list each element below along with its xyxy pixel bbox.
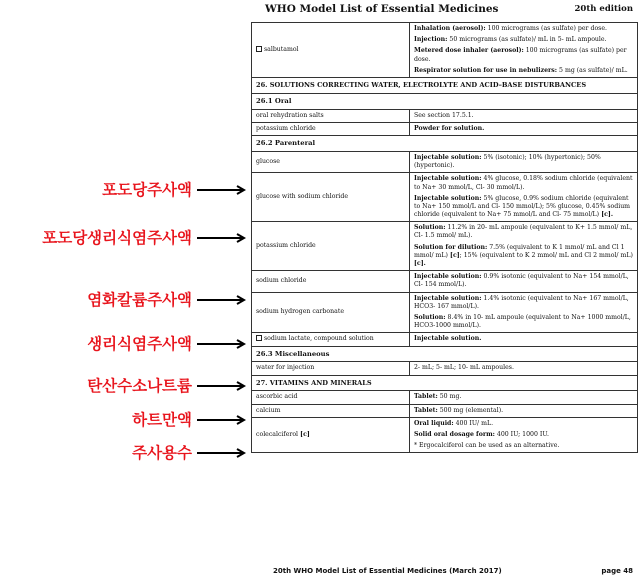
table-row <box>252 333 638 346</box>
arrow-right-icon <box>197 339 249 349</box>
table-row <box>252 173 638 222</box>
arrow-right-icon <box>197 415 249 425</box>
table-row <box>252 292 638 333</box>
medicine-name-cell: oral rehydration salts <box>252 109 410 122</box>
dosage-form-cell: Powder for solution. <box>410 122 638 135</box>
subsection-heading: 26.2 Parenteral <box>252 135 638 151</box>
dosage-form-cell: Injectable solution: 4% glucose, 0.18% sodium chloride (equivalent to Na+ 30 mmol/L, Cl- 30 mmol/L). Injectable solution: 5% glucose, 0.9% sodium chloride (equivalent to Na+ 150 mmol/L and Cl- 150 mmol/L); 5% glucose, 0.45% sodium chloride (equivalent to Na+ 75 mmol/L and Cl- 75 mmol/L) [c]. <box>410 173 638 222</box>
page-number: page 48 <box>601 567 633 575</box>
dosage-form-cell: Injectable solution: 1.4% isotonic (equivalent to Na+ 167 mmol/L, HCO3- 167 mmol/L). Solution: 8.4% in 10- mL ampoule (equivalent to Na+ 1000 mmol/L, HCO3-1000 mmol/L). <box>410 292 638 333</box>
medicine-name-cell: glucose <box>252 151 410 172</box>
dosage-form-cell: Injectable solution: 0.9% isotonic (equivalent to Na+ 154 mmol/L, Cl- 154 mmol/L). <box>410 271 638 292</box>
annotation-glucose-sodium-chloride: 포도당생리식염주사액 <box>42 229 192 247</box>
medicine-name-cell: sodium chloride <box>252 271 410 292</box>
dosage-form-cell: Injectable solution: 5% (isotonic); 10% (hypertonic); 50% (hypertonic). <box>410 151 638 172</box>
dosage-form-cell: Oral liquid: 400 IU/ mL. Solid oral dosage form: 400 IU; 1000 IU. * Ergocalciferol can be used as an alternative. <box>410 417 638 453</box>
medicine-name-cell: sodium hydrogen carbonate <box>252 292 410 333</box>
dosage-form-cell: Inhalation (aerosol): 100 micrograms (as sulfate) per dose. Injection: 50 micrograms (as sulfate)/ mL in 5- mL ampoule. Metered dose inhaler (aerosol): 100 micrograms (as sulfate) per dose. Respirator solution for use in nebulizers: 5 mg (as sulfate)/ mL. <box>410 23 638 78</box>
arrow-right-icon <box>197 233 249 243</box>
dosage-form-cell: Tablet: 500 mg (elemental). <box>410 404 638 417</box>
table-row <box>252 404 638 417</box>
dosage-form-cell: Solution: 11.2% in 20- mL ampoule (equivalent to K+ 1.5 mmol/ mL, Cl- 1.5 mmol/ mL). Solution for dilution: 7.5% (equivalent to K 1 mmol/ mL and Cl 1 mmol/ mL) [c]; 15% (equivalent to K 2 mmol/ mL and Cl 2 mmol/ mL) [c]. <box>410 222 638 271</box>
section-heading-row <box>252 77 638 93</box>
annotation-hartmann: 하트만액 <box>132 411 192 429</box>
annotation-glucose: 포도당주사액 <box>102 181 192 199</box>
medicine-name-cell: calcium <box>252 404 410 417</box>
dosage-form-cell: 2- mL; 5- mL; 10- mL ampoules. <box>410 362 638 375</box>
subsection-heading: 26.1 Oral <box>252 93 638 109</box>
arrow-right-icon <box>197 295 249 305</box>
document-title: WHO Model List of Essential Medicines <box>265 3 499 15</box>
medicine-name-cell: colecalciferol [c] <box>252 417 410 453</box>
dosage-form-cell: Injectable solution. <box>410 333 638 346</box>
medicines-table <box>251 22 638 453</box>
medicine-name-cell: ascorbic acid <box>252 391 410 404</box>
edition-label: 20th edition <box>574 4 633 14</box>
page-footer <box>0 567 643 581</box>
table-row <box>252 151 638 172</box>
section-heading: 27. VITAMINS AND MINERALS <box>252 375 638 391</box>
medicine-name-cell: salbutamol <box>252 23 410 78</box>
medicine-name-cell: sodium lactate, compound solution <box>252 333 410 346</box>
medicine-name-cell: glucose with sodium chloride <box>252 173 410 222</box>
dosage-form-cell: Tablet: 50 mg. <box>410 391 638 404</box>
korean-annotations <box>0 0 250 585</box>
arrow-right-icon <box>197 185 249 195</box>
table-row <box>252 362 638 375</box>
annotation-water-for-injection: 주사용수 <box>132 444 192 462</box>
medicine-name-cell: water for injection <box>252 362 410 375</box>
annotation-potassium-chloride: 염화칼륨주사액 <box>87 291 192 309</box>
medicine-name-cell: potassium chloride <box>252 122 410 135</box>
annotation-sodium-hydrogen-carbonate: 탄산수소나트륨 <box>87 377 192 395</box>
subsection-heading-row <box>252 135 638 151</box>
table-row <box>252 23 638 78</box>
table-row <box>252 122 638 135</box>
square-box-icon <box>256 335 262 341</box>
footer-title: 20th WHO Model List of Essential Medicines (March 2017) <box>273 567 502 575</box>
table-row <box>252 271 638 292</box>
square-box-icon <box>256 46 262 52</box>
table-row <box>252 222 638 271</box>
section-heading-row <box>252 375 638 391</box>
arrow-right-icon <box>197 448 249 458</box>
annotation-sodium-chloride: 생리식염주사액 <box>87 335 192 353</box>
subsection-heading-row <box>252 93 638 109</box>
section-heading: 26. SOLUTIONS CORRECTING WATER, ELECTROLYTE AND ACID–BASE DISTURBANCES <box>252 77 638 93</box>
table-row <box>252 417 638 453</box>
table-row <box>252 391 638 404</box>
subsection-heading: 26.3 Miscellaneous <box>252 346 638 362</box>
arrow-right-icon <box>197 381 249 391</box>
dosage-form-cell: See section 17.5.1. <box>410 109 638 122</box>
table-row <box>252 109 638 122</box>
subsection-heading-row <box>252 346 638 362</box>
medicine-name-cell: potassium chloride <box>252 222 410 271</box>
